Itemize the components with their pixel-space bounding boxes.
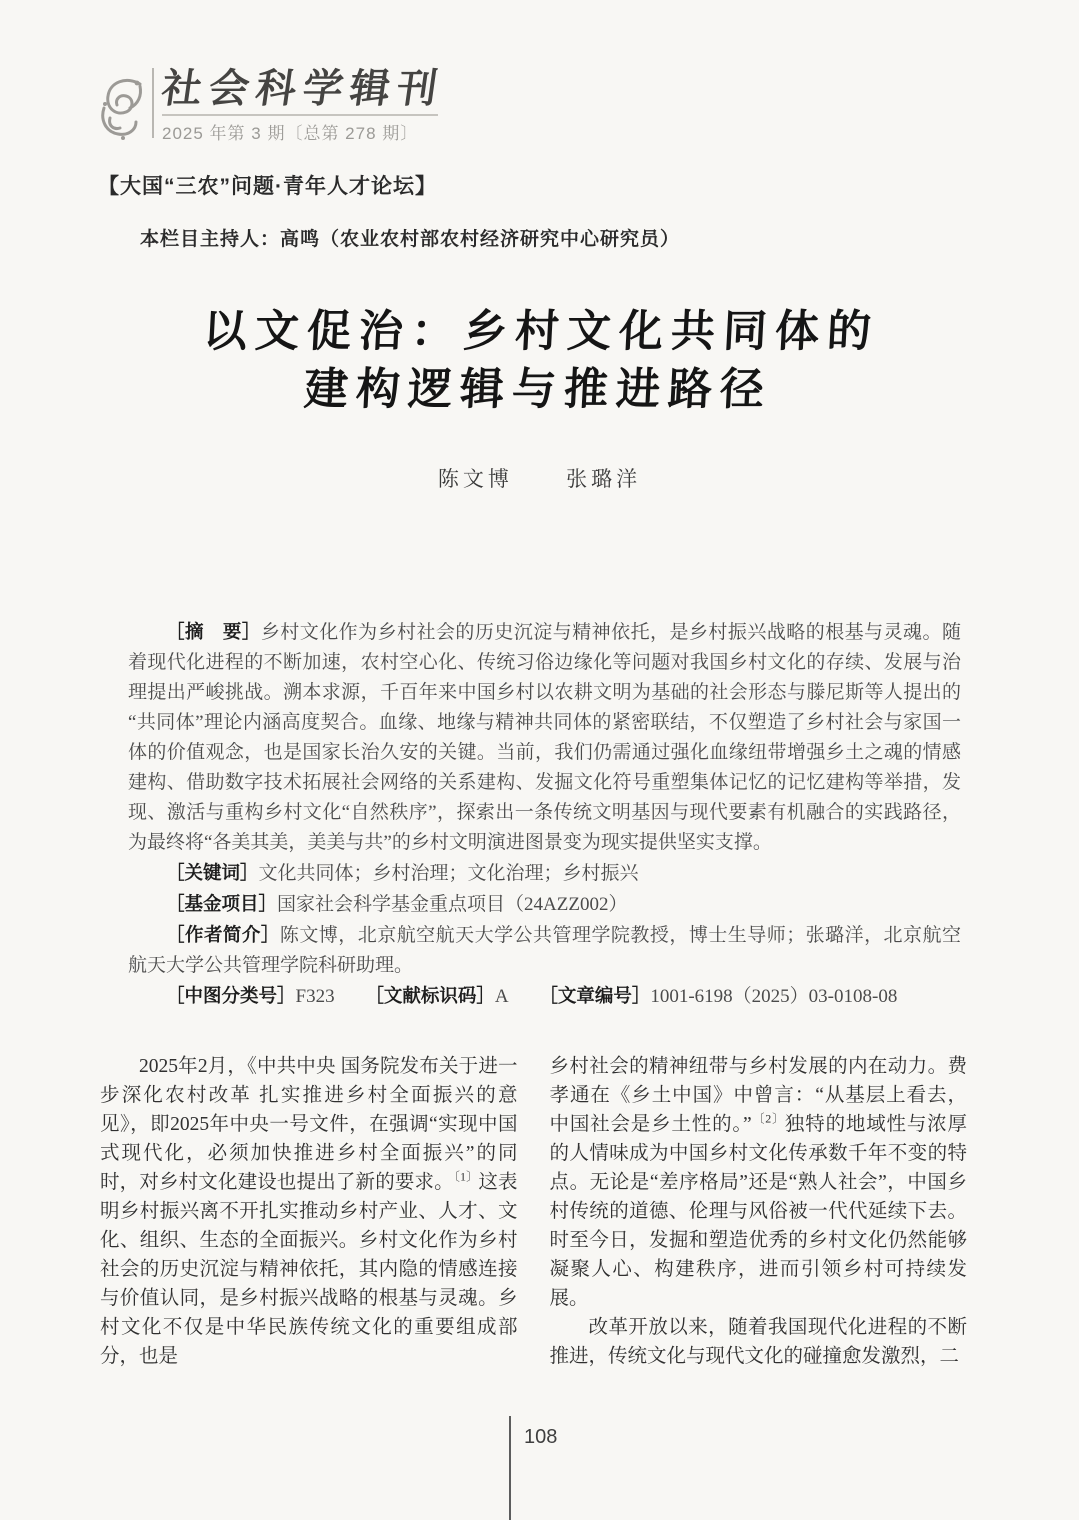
doc-code-group (365, 986, 508, 1007)
body-right-column (550, 1052, 968, 1371)
body-text: 改革开放以来，随着我国现代化进程的不断推进，传统文化与现代文化的碰撞愈发激烈，二 (549, 1317, 967, 1367)
body-paragraph (550, 1313, 968, 1371)
classification-line (128, 981, 961, 1012)
article-id-value: 1001-6198（2025）03-0108-08 (650, 986, 898, 1007)
author-name: 陈文博 (437, 467, 513, 491)
author-bio-line (128, 920, 961, 981)
article-id-label: ［文章编号］ (539, 985, 651, 1006)
meta-block (128, 617, 961, 1012)
column-header: 【大国“三农”问题·青年人才论坛】 (98, 175, 437, 198)
masthead (96, 66, 1079, 148)
clc-group (166, 986, 335, 1007)
footnote-ref-2: 〔2〕 (751, 1111, 785, 1126)
body-text: 这表明乡村振兴离不开扎实推动乡村产业、人才、文化、组织、生态的全面振兴。乡村文化作为乡村社会的历史沉淀与精神依托，其内隐的情感连接与价值认同，是乡村振兴战略的根基与灵魂。乡村文化不仅是中华民族传统文化的重要组成部分，也是 (100, 1172, 518, 1367)
author-bio-text: 陈文博，北京航空航天大学公共管理学院教授，博士生导师；张璐洋，北京航空航天大学公共管理学院科研助理。 (128, 925, 961, 976)
abstract-label: ［摘 要］ (166, 621, 261, 642)
fund-text: 国家社会科学基金重点项目（24AZZ002） (277, 894, 628, 915)
authors-line (0, 463, 1079, 493)
body-left-column (100, 1052, 518, 1371)
fund-label: ［基金项目］ (166, 893, 278, 914)
journal-page (0, 66, 1079, 1520)
doc-code-value: A (494, 986, 509, 1007)
keywords-line (128, 858, 961, 889)
body-columns (100, 1052, 967, 1371)
abstract-text: 乡村文化作为乡村社会的历史沉淀与精神依托，是乡村振兴战略的根基与灵魂。随着现代化进程的不断加速，农村空心化、传统习俗边缘化等问题对我国乡村文化的存续、发展与治理提出严峻挑战。溯本求源，千百年来中国乡村以农耕文明为基础的社会形态与滕尼斯等人提出的“共同体”理论内涵高度契合。血缘、地缘与精神共同体的紧密联结，不仅塑造了乡村社会与家国一体的价值观念，也是国家长治久安的关键。当前，我们仍需通过强化血缘纽带增强乡土之魂的情感建构、借助数字技术拓展社会网络的关系建构、发掘文化符号重塑集体记忆的记忆建构等举措，发现、激活与重构乡村文化“自然秩序”，探索出一条传统文明基因与现代要素有机融合的实践路径，为最终将“各美其美，美美与共”的乡村文明演进图景变为现实提供坚实支撑。 (128, 622, 961, 853)
article-title (0, 303, 1079, 419)
host-line: 本栏目主持人：高鸣（农业农村部农村经济研究中心研究员） (140, 229, 681, 250)
masthead-right (158, 66, 448, 144)
body-text: 2025年2月，《中共中央 国务院发布关于进一步深化农村改革 扎实推进乡村全面振兴的意见》，即2025年中央一号文件，在强调“实现中国式现代化，必须加快推进乡村全面振兴”的同时，对乡村文化建设也提出了新的要求。 (100, 1056, 518, 1193)
fund-line (128, 889, 961, 920)
body-text: 乡村社会的精神纽带与乡村发展的内在动力。费孝通在《乡土中国》中曾言：“从基层上看去，中国社会是乡土性的。” (549, 1056, 967, 1135)
article-id-group (539, 986, 897, 1007)
footnote-ref-1: 〔1〕 (453, 1169, 479, 1184)
page-number: 108 (524, 1426, 558, 1448)
clc-label: ［中图分类号］ (166, 985, 296, 1006)
clc-value: F323 (295, 986, 335, 1007)
journal-name: 社会科学辑刊 (158, 66, 448, 111)
masthead-divider (152, 68, 154, 138)
body-paragraph (100, 1052, 518, 1371)
doc-code-label: ［文献标识码］ (365, 985, 495, 1006)
keywords-label: ［关键词］ (166, 862, 259, 883)
issue-line: 2025 年第 3 期〔总第 278 期〕 (162, 124, 419, 143)
author-bio-label: ［作者简介］ (166, 924, 280, 945)
footer-divider (509, 1416, 511, 1520)
article-title-line2: 建构逻辑与推进路径 (302, 365, 774, 414)
phoenix-logo-icon (96, 74, 148, 148)
body-text: 独特的地域性与浓厚的人情味成为中国乡村文化传承数千年不变的特点。无论是“差序格局”还是“熟人社会”，中国乡村传统的道德、伦理与风俗被一代代延续下去。时至今日，发掘和塑造优秀的乡村文化仍然能够凝聚人心、构建秩序，进而引领乡村可持续发展。 (549, 1114, 967, 1309)
author-name: 张璐洋 (566, 467, 642, 491)
body-paragraph (550, 1052, 968, 1313)
article-title-line1: 以文促治：乡村文化共同体的 (201, 307, 881, 356)
abstract-paragraph (128, 617, 961, 858)
masthead-rule (162, 114, 438, 116)
keywords-text: 文化共同体；乡村治理；文化治理；乡村振兴 (258, 863, 639, 884)
